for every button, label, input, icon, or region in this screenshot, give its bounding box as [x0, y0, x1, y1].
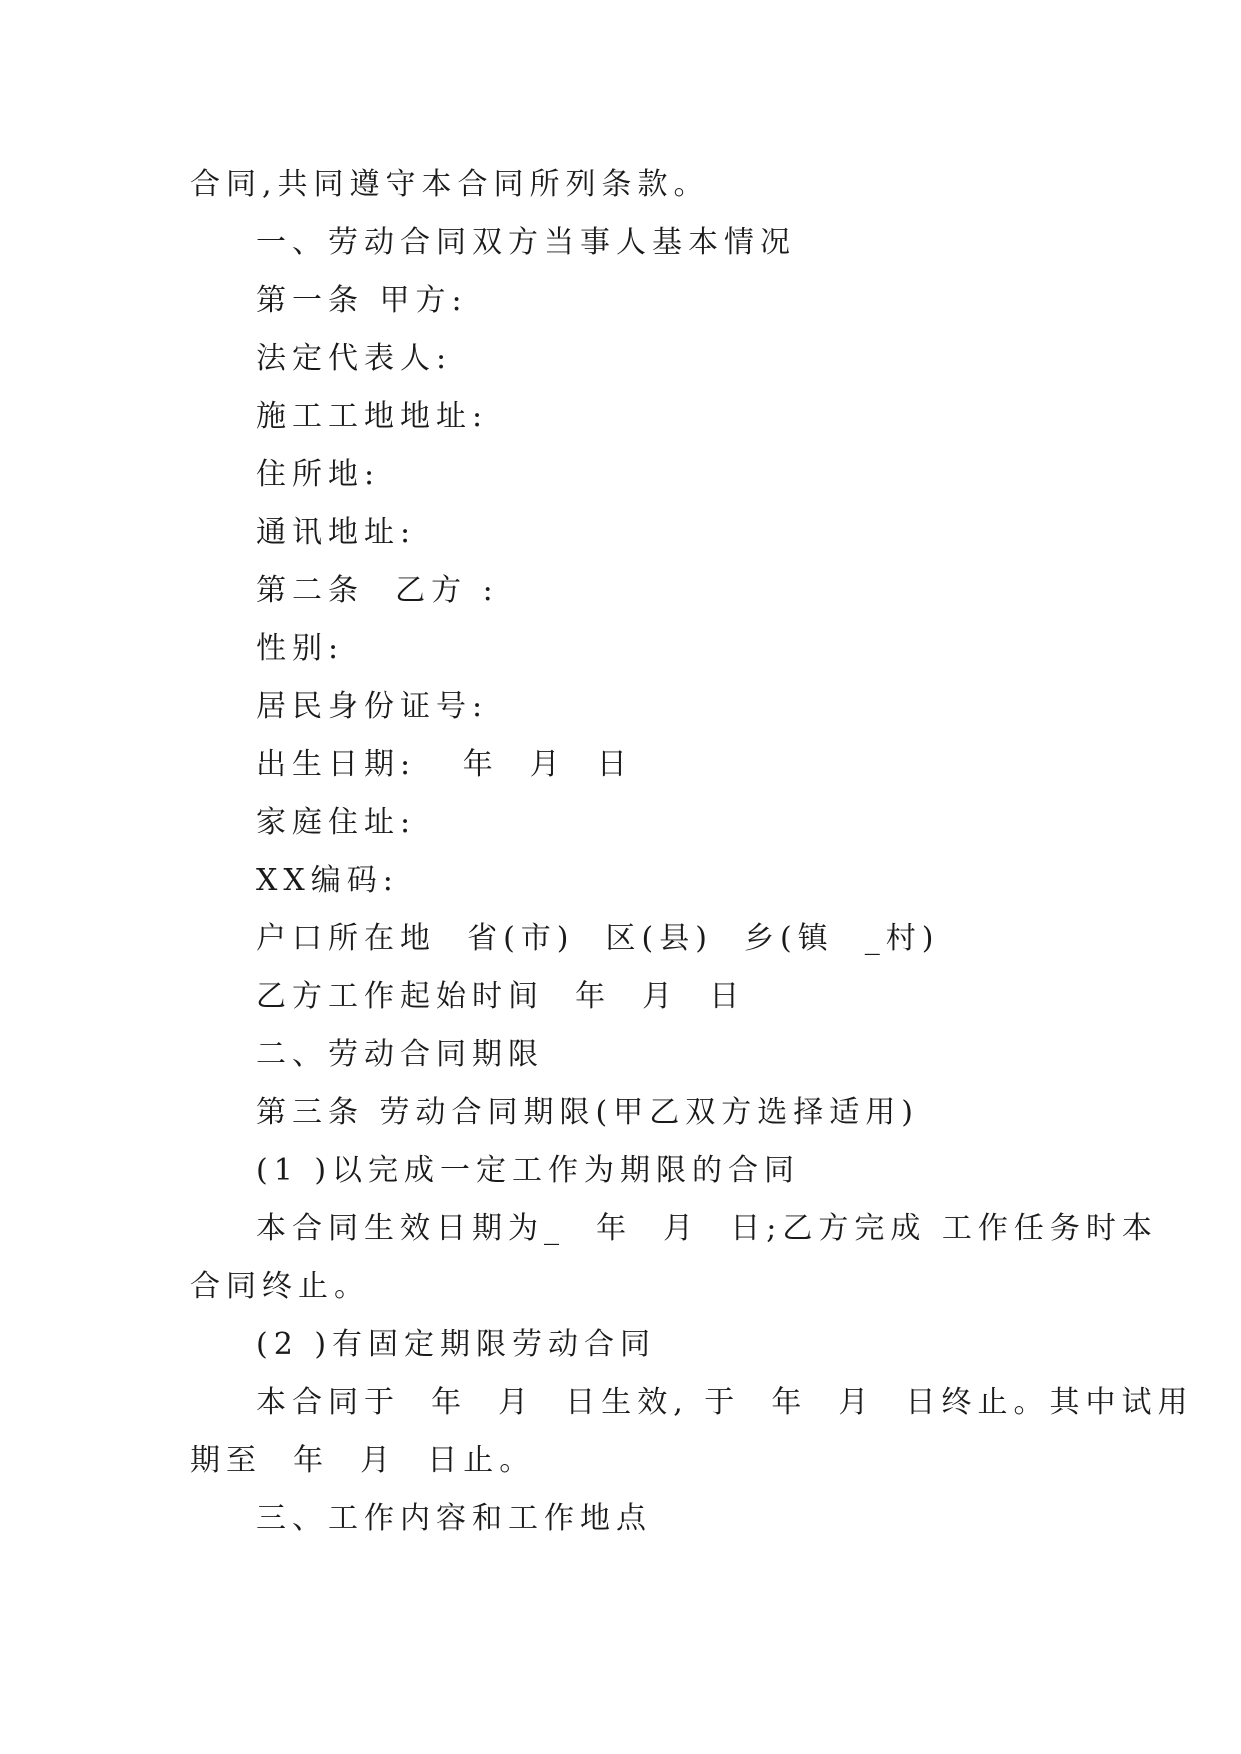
text-line: 出生日期: 年 月 日 [256, 747, 633, 782]
text-line: 通讯地址: [256, 515, 417, 550]
text-line: 居民身份证号: [256, 689, 489, 724]
text-line: 期至 年 月 日止。 [190, 1443, 536, 1478]
text-line: 性别: [256, 631, 345, 666]
text-line: 第一条 甲方: [256, 283, 468, 318]
text-line: (2 )有固定期限劳动合同 [256, 1327, 657, 1362]
text-line: 施工工地地址: [256, 399, 489, 434]
text-line: 法定代表人: [256, 341, 453, 376]
section-heading: 一、劳动合同双方当事人基本情况 [256, 225, 796, 260]
text-line: 第三条 劳动合同期限(甲乙双方选择适用) [256, 1095, 919, 1130]
text-line: 家庭住址: [256, 805, 417, 840]
text-line: 户口所在地 省(市) 区(县) 乡(镇 _村) [256, 921, 940, 956]
text-line: 本合同于 年 月 日生效, 于 年 月 日终止。其中试用 [256, 1385, 1194, 1420]
text-line: 合同,共同遵守本合同所列条款。 [190, 167, 710, 202]
text-line: 本合同生效日期为_ 年 月 日;乙方完成 工作任务时本 [256, 1211, 1158, 1246]
section-heading: 三、工作内容和工作地点 [256, 1501, 652, 1536]
text-line: 第二条 乙方 : [256, 573, 499, 608]
text-line: 合同终止。 [190, 1269, 370, 1304]
document-body [190, 156, 1194, 1548]
text-line: XX编码: [256, 863, 399, 898]
text-line: 乙方工作起始时间 年 月 日 [256, 979, 746, 1014]
text-line: 住所地: [256, 457, 381, 492]
section-heading: 二、劳动合同期限 [256, 1037, 544, 1072]
text-line: (1 )以完成一定工作为期限的合同 [256, 1153, 801, 1188]
